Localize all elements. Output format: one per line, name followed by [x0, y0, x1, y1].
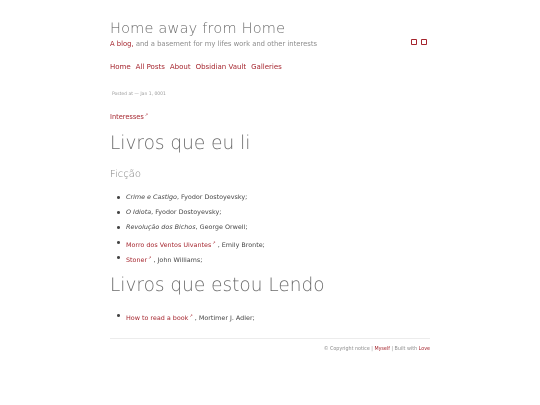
book-author: , Fyodor Dostoyevsky; [151, 208, 222, 216]
nav-obsidian-vault[interactable]: Obsidian Vault [195, 63, 247, 71]
book-title: Crime e Castigo [126, 193, 177, 201]
external-link-icon: ↗ [189, 313, 193, 318]
book-title: Revolução dos Bichos [126, 223, 196, 231]
list-item [110, 205, 265, 220]
reading-books-list [110, 308, 255, 323]
post-date: Posted at — Jan 1, 0001 [112, 92, 166, 97]
footer [324, 347, 430, 352]
site-title[interactable]: Home away from Home [110, 21, 286, 37]
external-link-icon: ↗ [212, 240, 216, 245]
book-link[interactable]: Stoner [126, 256, 148, 265]
post-tag-label[interactable]: Interesses [110, 113, 144, 122]
book-link[interactable]: Morro dos Ventos Uivantes [126, 241, 212, 250]
post-tag[interactable] [110, 112, 148, 121]
heading-read-books: Livros que eu li [110, 133, 251, 154]
footer-divider [110, 338, 430, 339]
site-tagline [110, 40, 317, 48]
heading-reading-books: Livros que estou Lendo [110, 275, 325, 296]
book-title: O Idiota [126, 208, 152, 216]
footer-myself-link[interactable]: Myself [374, 347, 390, 352]
footer-copyright: © Copyright notice | [323, 347, 375, 352]
list-item [110, 250, 265, 265]
footer-built-with: | Built with [389, 347, 419, 352]
external-link-icon: ↗ [148, 255, 152, 260]
tagline-text: and a basement for my lifes work and other interests [133, 40, 318, 48]
book-link[interactable]: How to read a book [126, 314, 189, 323]
book-author: , Fyodor Dostoyevsky; [176, 193, 248, 201]
read-books-list [110, 190, 265, 265]
nav-all-posts[interactable]: All Posts [135, 63, 165, 71]
footer-love-link[interactable]: Love [418, 347, 430, 352]
main-nav [110, 63, 282, 71]
book-author: , George Orwell; [195, 223, 248, 231]
list-item [110, 190, 265, 205]
book-author: , John Williams; [151, 256, 203, 265]
list-item [110, 235, 265, 250]
heading-fiction: Ficção [110, 169, 142, 180]
github-icon[interactable] [411, 39, 417, 45]
rss-icon[interactable] [421, 39, 427, 45]
nav-about[interactable]: About [169, 63, 191, 71]
nav-galleries[interactable]: Galleries [251, 63, 282, 71]
list-item [110, 220, 265, 235]
book-author: , Mortimer J. Adler; [192, 314, 255, 323]
external-link-icon: ↗ [144, 112, 149, 117]
social-links [411, 39, 427, 45]
nav-home[interactable]: Home [110, 63, 131, 71]
book-author: , Emily Bronte; [215, 241, 265, 250]
list-item [110, 308, 255, 323]
tagline-accent: A blog, [110, 40, 134, 48]
